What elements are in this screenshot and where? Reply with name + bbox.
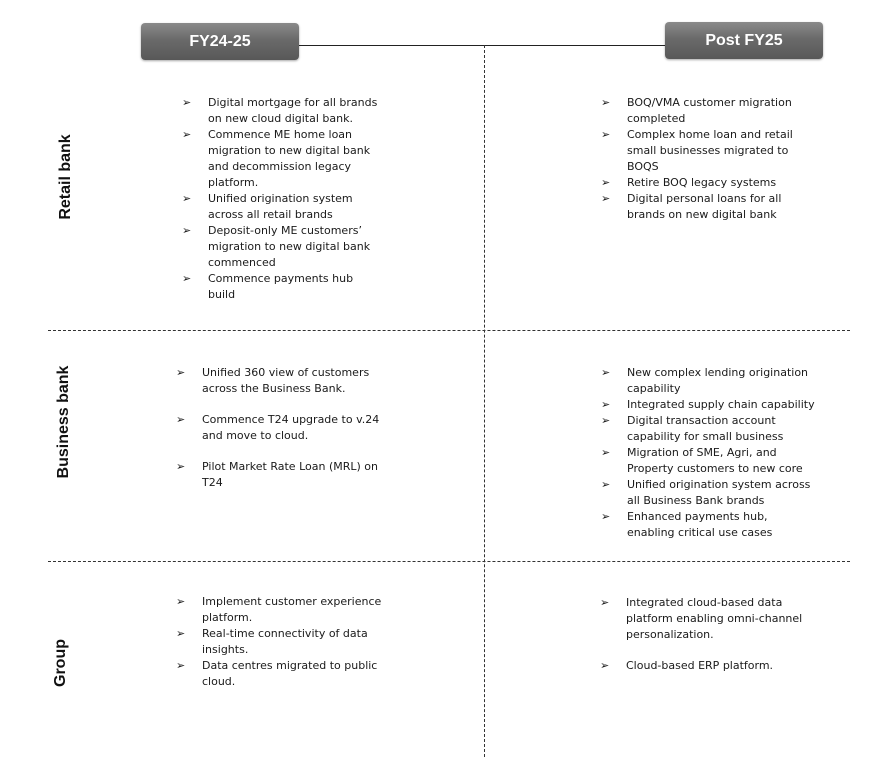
arrow-bullet-icon: ➢ [176, 413, 186, 426]
bullet-item [182, 127, 382, 191]
arrow-bullet-icon: ➢ [601, 446, 611, 459]
bullet-item [601, 191, 801, 223]
retail-bank-post-fy25-list [601, 95, 801, 223]
bullet-item [601, 95, 801, 127]
bullet-item [601, 509, 816, 541]
bullet-text: Unified origination system across all retail brands [208, 192, 353, 221]
arrow-bullet-icon: ➢ [601, 398, 611, 411]
arrow-bullet-icon: ➢ [176, 595, 186, 608]
bullet-text: Integrated cloud-based data platform enabling omni-channel personalization. [626, 596, 803, 641]
bullet-item [176, 594, 386, 626]
arrow-bullet-icon: ➢ [182, 224, 192, 237]
header-connector-line [299, 45, 665, 46]
row-label-business-bank: Business bank [55, 365, 72, 479]
bullet-text: Commence ME home loan migration to new digital bank and decommission legacy platform. [208, 128, 371, 189]
retail-bank-fy24-list [182, 95, 382, 303]
arrow-bullet-icon: ➢ [601, 478, 611, 491]
arrow-bullet-icon: ➢ [601, 366, 611, 379]
bullet-text: Implement customer experience platform. [202, 595, 382, 624]
row-label-group: Group [52, 639, 69, 687]
arrow-bullet-icon: ➢ [601, 176, 611, 189]
arrow-bullet-icon: ➢ [601, 96, 611, 109]
column-divider [484, 45, 485, 757]
bullet-item [601, 365, 816, 397]
row-divider-1 [48, 330, 850, 331]
bullet-text: Cloud-based ERP platform. [626, 659, 774, 672]
bullet-text: Pilot Market Rate Loan (MRL) on T24 [202, 460, 378, 489]
arrow-bullet-icon: ➢ [182, 96, 192, 109]
arrow-bullet-icon: ➢ [600, 659, 610, 672]
bullet-item [176, 459, 386, 491]
bullet-item [601, 175, 801, 191]
bullet-item [601, 397, 816, 413]
bullet-text: Deposit-only ME customers’ migration to new digital bank commenced [208, 224, 371, 269]
bullet-text: New complex lending origination capability [627, 366, 809, 395]
bullet-item [176, 412, 386, 444]
arrow-bullet-icon: ➢ [182, 272, 192, 285]
row-label-retail-bank: Retail bank [57, 134, 74, 220]
business-bank-post-fy25-list [601, 365, 816, 541]
bullet-item [182, 271, 382, 303]
bullet-item [601, 445, 816, 477]
arrow-bullet-icon: ➢ [182, 192, 192, 205]
arrow-bullet-icon: ➢ [176, 659, 186, 672]
bullet-item [601, 413, 816, 445]
bullet-item [601, 127, 801, 175]
bullet-text: Data centres migrated to public cloud. [202, 659, 378, 688]
bullet-text: Enhanced payments hub, enabling critical use cases [627, 510, 773, 539]
bullet-item [600, 658, 810, 674]
bullet-item [182, 191, 382, 223]
bullet-text: Digital personal loans for all brands on new digital bank [627, 192, 782, 221]
bullet-text: BOQ/VMA customer migration completed [627, 96, 792, 125]
business-bank-fy24-list [176, 365, 386, 506]
bullet-text: Unified 360 view of customers across the Business Bank. [202, 366, 370, 395]
bullet-text: Retire BOQ legacy systems [627, 176, 777, 189]
bullet-text: Commence payments hub build [208, 272, 354, 301]
arrow-bullet-icon: ➢ [176, 460, 186, 473]
arrow-bullet-icon: ➢ [600, 596, 610, 609]
bullet-item [600, 595, 810, 643]
bullet-item [601, 477, 816, 509]
bullet-item [176, 626, 386, 658]
arrow-bullet-icon: ➢ [176, 366, 186, 379]
bullet-item [182, 223, 382, 271]
row-divider-2 [48, 561, 850, 562]
arrow-bullet-icon: ➢ [601, 510, 611, 523]
arrow-bullet-icon: ➢ [176, 627, 186, 640]
bullet-text: Integrated supply chain capability [627, 398, 815, 411]
group-post-fy25-list [600, 595, 810, 689]
arrow-bullet-icon: ➢ [601, 414, 611, 427]
arrow-bullet-icon: ➢ [601, 128, 611, 141]
arrow-bullet-icon: ➢ [601, 192, 611, 205]
fy24-25-header: FY24-25 [141, 23, 299, 60]
bullet-item [176, 658, 386, 690]
bullet-text: Migration of SME, Agri, and Property customers to new core [627, 446, 803, 475]
bullet-text: Complex home loan and retail small businesses migrated to BOQS [627, 128, 793, 173]
bullet-text: Unified origination system across all Business Bank brands [627, 478, 811, 507]
bullet-text: Digital transaction account capability for small business [627, 414, 784, 443]
bullet-text: Commence T24 upgrade to v.24 and move to cloud. [202, 413, 380, 442]
bullet-text: Digital mortgage for all brands on new cloud digital bank. [208, 96, 378, 125]
arrow-bullet-icon: ➢ [182, 128, 192, 141]
bullet-text: Real-time connectivity of data insights. [202, 627, 368, 656]
bullet-item [176, 365, 386, 397]
bullet-item [182, 95, 382, 127]
group-fy24-list [176, 594, 386, 690]
post-fy25-header: Post FY25 [665, 22, 823, 59]
